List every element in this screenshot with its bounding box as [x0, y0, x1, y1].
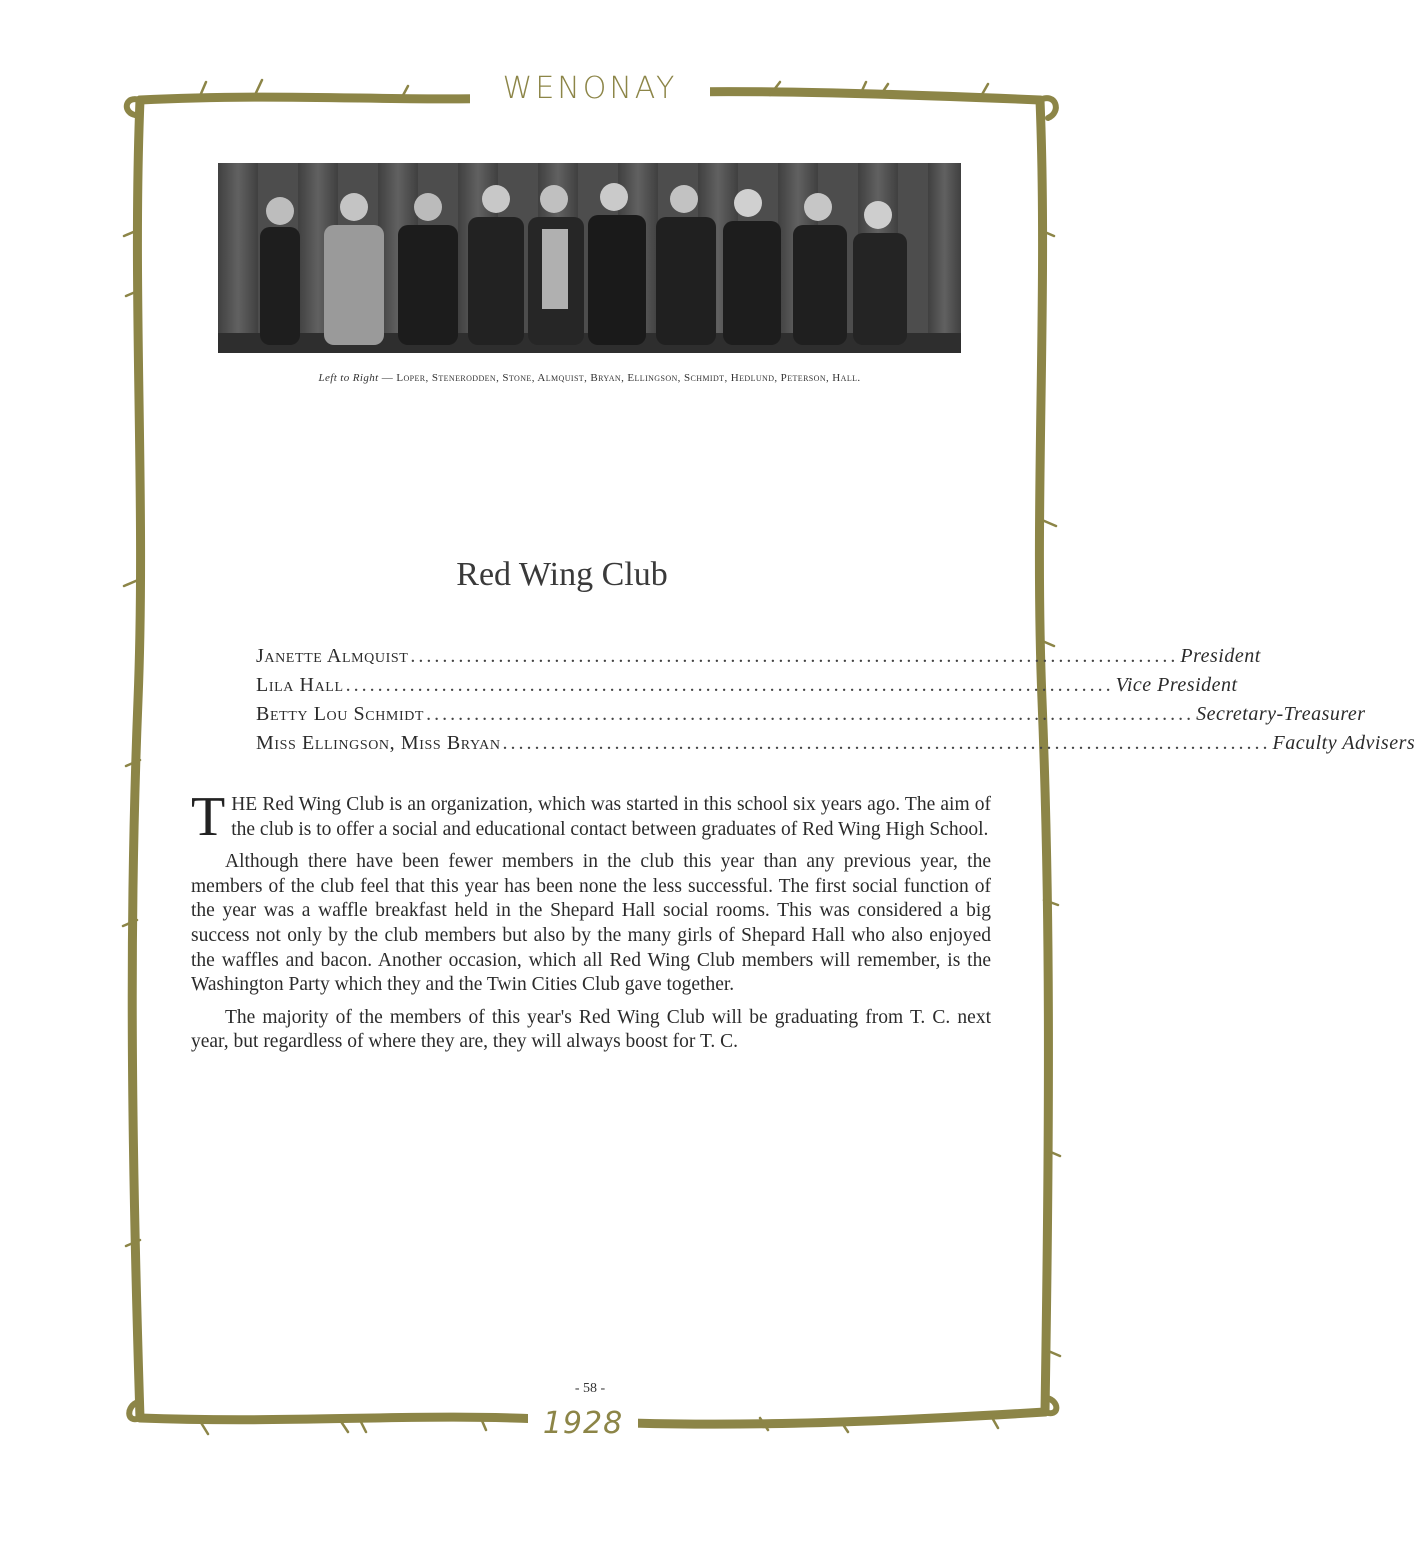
club-title: Red Wing Club	[456, 556, 668, 593]
officer-row-faculty-advisers	[256, 732, 1415, 761]
yearbook-year: 1928	[528, 1407, 638, 1441]
officer-row-secretary-treasurer	[256, 703, 1366, 732]
officer-role: President	[1180, 645, 1261, 667]
paragraph-1-text: HE Red Wing Club is an organization, which was started in this school six years ago. The aim of the club is to offer a social and educational contact between graduates of Red Wing High School.	[231, 794, 991, 840]
caption-names: — Loper, Stenerodden, Stone, Almquist, Bryan, Ellingson, Schmidt, Hedlund, Peterson, Hall.	[381, 372, 861, 384]
paragraph-3: The majority of the members of this year's Red Wing Club will be graduating from T. C. next year, but regardless of where they are, they will always boost for T. C.	[191, 1006, 991, 1053]
paragraph-2: Although there have been fewer members in the club this year than any previous year, the members of the club feel that this year has been none the less successful. The first social function of the year was a waffle breakfast held in the Shepard Hall social rooms. This was considered a big success not only by the club members but also by the many girls of Shepard Hall who also enjoyed the waffles and bacon. Another occasion, which all Red Wing Club members will remember, is the Washington Party which they and the Twin Cities Club gave together.	[191, 851, 991, 996]
leader-dots: ................................................................................................	[426, 703, 1195, 725]
officer-role: Faculty Advisers	[1272, 732, 1415, 754]
photo-caption	[218, 372, 961, 384]
paragraph-1	[191, 786, 991, 848]
officers-list	[256, 645, 1415, 761]
officer-name: Janette Almquist	[256, 645, 409, 667]
officer-name: Miss Ellingson, Miss Bryan	[256, 732, 501, 754]
leader-dots: ................................................................................................	[502, 732, 1271, 754]
caption-lead: Left to Right	[318, 372, 379, 384]
yearbook-title-wenonah: WENONAY	[470, 72, 710, 106]
officer-role: Vice President	[1115, 674, 1238, 696]
officer-name: Betty Lou Schmidt	[256, 703, 425, 725]
page-number: - 58 -	[574, 1381, 606, 1396]
club-group-photo	[218, 163, 961, 353]
leader-dots: ................................................................................................	[410, 645, 1179, 667]
officer-row-vice-president	[256, 674, 1238, 703]
article-body	[191, 786, 991, 1063]
officer-name: Lila Hall	[256, 674, 344, 696]
group-photo-illustration	[218, 163, 961, 353]
leader-dots: ................................................................................................	[345, 674, 1114, 696]
officer-row-president	[256, 645, 1261, 674]
officer-role: Secretary-Treasurer	[1196, 703, 1366, 725]
drop-cap: T	[191, 786, 226, 848]
